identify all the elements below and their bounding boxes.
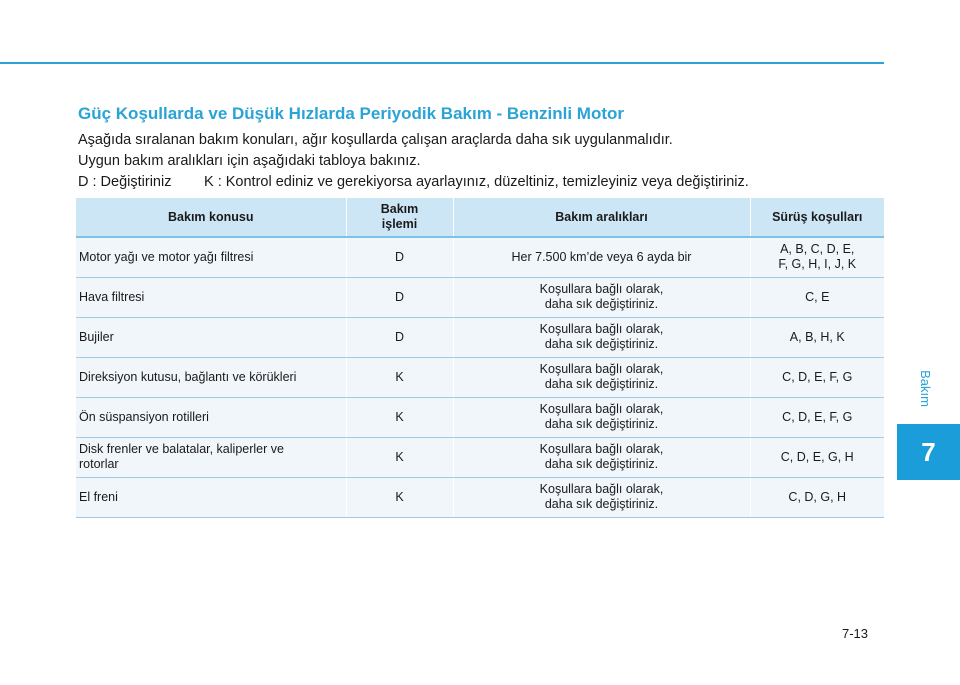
cell-conditions-line1: C, D, E, F, G: [782, 369, 853, 384]
cell-interval: [453, 317, 750, 357]
chapter-number-box: [897, 424, 960, 480]
table-row: [76, 397, 884, 437]
cell-conditions-line1: C, D, E, G, H: [780, 449, 854, 464]
cell-conditions-line1: A, B, C, D, E,: [780, 242, 855, 257]
table-row: [76, 357, 884, 397]
cell-operation: K: [346, 357, 453, 397]
cell-interval-line1: Koşullara bağlı olarak,: [539, 362, 664, 376]
cell-conditions: [750, 477, 884, 517]
cell-item: [76, 317, 346, 357]
cell-interval-line1: Koşullara bağlı olarak,: [539, 282, 664, 296]
cell-interval-line2: daha sık değiştiriniz.: [544, 377, 659, 391]
cell-item: [76, 437, 346, 477]
cell-operation: K: [346, 477, 453, 517]
cell-operation: K: [346, 437, 453, 477]
intro-line-1: Aşağıda sıralanan bakım konuları, ağır koşullarda çalışan araçlarda daha sık uygulanmalıdır.: [78, 132, 673, 148]
cell-item: [76, 277, 346, 317]
cell-conditions: [750, 277, 884, 317]
cell-interval: [453, 397, 750, 437]
cell-conditions-line1: C, D, E, F, G: [782, 409, 853, 424]
cell-interval-line1: Koşullara bağlı olarak,: [539, 482, 664, 496]
cell-interval: [453, 277, 750, 317]
table-row: [76, 277, 884, 317]
cell-conditions: [750, 437, 884, 477]
top-rule: [0, 62, 884, 64]
cell-conditions: [750, 357, 884, 397]
cell-interval: [453, 437, 750, 477]
cell-interval-line1: Koşullara bağlı olarak,: [539, 402, 664, 416]
cell-item: [76, 397, 346, 437]
cell-interval-line2: daha sık değiştiriniz.: [544, 457, 659, 471]
cell-item-line1: El freni: [79, 489, 118, 504]
table-row: [76, 237, 884, 277]
cell-interval-line2: daha sık değiştiriniz.: [544, 297, 659, 311]
cell-interval: [453, 237, 750, 277]
cell-item: [76, 477, 346, 517]
cell-item-line1: Disk frenler ve balatalar, kaliperler ve: [79, 442, 284, 456]
cell-item-line2: rotorlar: [79, 457, 119, 471]
side-tab-label: [905, 358, 945, 418]
cell-operation: K: [346, 397, 453, 437]
cell-operation: D: [346, 277, 453, 317]
table-row: [76, 317, 884, 357]
side-tab-text: Bakım: [917, 369, 933, 407]
cell-item-line1: Hava filtresi: [79, 289, 145, 304]
cell-conditions: [750, 237, 884, 277]
cell-conditions: [750, 397, 884, 437]
table-header-row: [76, 198, 884, 237]
cell-item-line1: Ön süspansiyon rotilleri: [79, 409, 209, 424]
cell-conditions-line1: C, D, G, H: [788, 489, 847, 504]
cell-operation: D: [346, 317, 453, 357]
table-row: [76, 437, 884, 477]
header-operation-line2: işlemi: [381, 217, 418, 231]
table-row: [76, 477, 884, 517]
legend-k: K : Kontrol ediniz ve gerekiyorsa ayarlayınız, düzeltiniz, temizleyiniz veya değiştiriniz.: [204, 174, 749, 190]
cell-conditions-line1: A, B, H, K: [789, 329, 845, 344]
cell-item-line1: Bujiler: [79, 329, 114, 344]
header-operation: [346, 198, 453, 237]
cell-interval-line1: Koşullara bağlı olarak,: [539, 442, 664, 456]
header-operation-line1: Bakım: [380, 202, 419, 216]
chapter-number: 7: [921, 436, 936, 467]
page-number: 7-13: [842, 626, 869, 641]
cell-interval: [453, 357, 750, 397]
cell-conditions-line2: F, G, H, I, J, K: [778, 257, 857, 272]
section-heading: Güç Koşullarda ve Düşük Hızlarda Periyodik Bakım - Benzinli Motor: [78, 104, 625, 123]
cell-item-line1: Motor yağı ve motor yağı filtresi: [79, 249, 254, 264]
cell-interval-line1: Koşullara bağlı olarak,: [539, 322, 664, 336]
cell-interval: [453, 477, 750, 517]
cell-conditions-line1: C, E: [805, 289, 830, 304]
cell-interval-line2: daha sık değiştiriniz.: [544, 337, 659, 351]
cell-interval-line2: daha sık değiştiriniz.: [544, 417, 659, 431]
cell-item-line1: Direksiyon kutusu, bağlantı ve körükleri: [79, 369, 297, 384]
intro-text: [78, 130, 878, 193]
cell-item: [76, 237, 346, 277]
header-conditions: Sürüş koşulları: [750, 198, 884, 237]
cell-conditions: [750, 317, 884, 357]
cell-operation: D: [346, 237, 453, 277]
legend-d: D : Değiştiriniz: [78, 174, 172, 190]
cell-item: [76, 357, 346, 397]
cell-interval-line1: Her 7.500 km’de veya 6 ayda bir: [511, 249, 692, 264]
intro-line-2: Uygun bakım aralıkları için aşağıdaki tabloya bakınız.: [78, 153, 421, 169]
cell-interval-line2: daha sık değiştiriniz.: [544, 497, 659, 511]
legend-line: [78, 172, 878, 193]
header-item: Bakım konusu: [76, 198, 346, 237]
header-interval: Bakım aralıkları: [453, 198, 750, 237]
maintenance-table: [76, 198, 884, 518]
